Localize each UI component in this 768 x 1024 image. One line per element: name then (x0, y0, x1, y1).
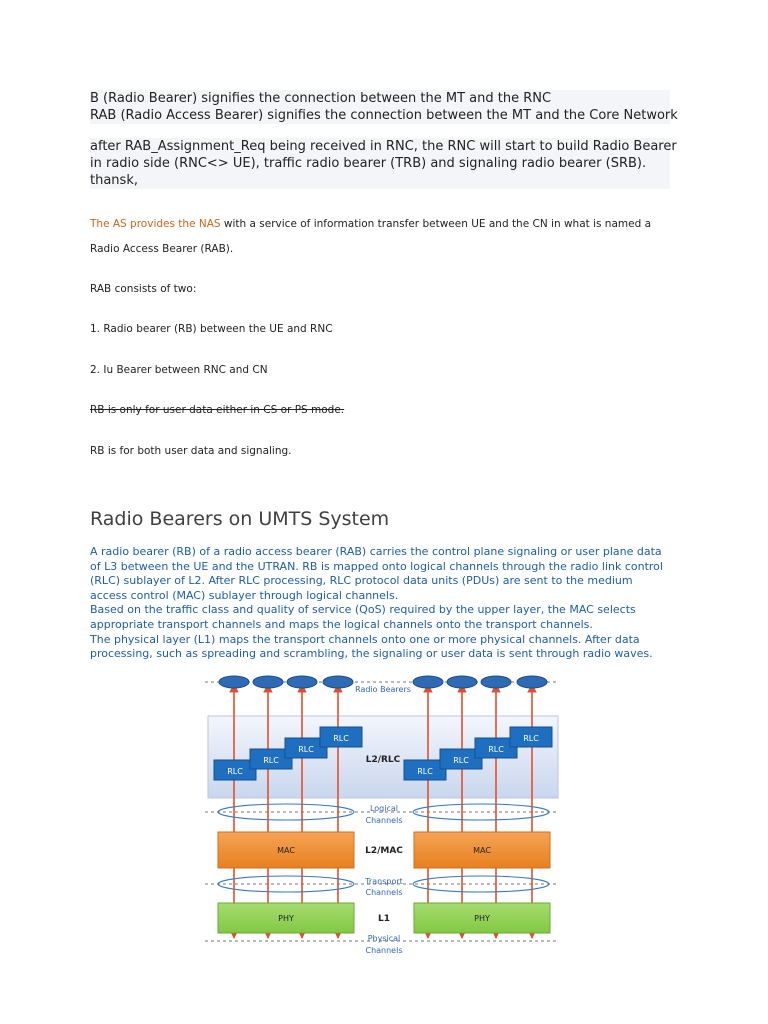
description-line: (RLC) sublayer of L2. After RLC processing, RLC protocol data units (PDUs) are sent to the medium (90, 574, 633, 588)
physical-channels-label: Channels (365, 946, 403, 955)
intro-line: RAB (Radio Access Bearer) signifies the connection between the MT and the Core Network (90, 108, 678, 123)
description-line: appropriate transport channels and maps the logical channels onto the transport channels. (90, 617, 593, 631)
struck-text: RB is only for user data either in CS or PS mode. (90, 404, 345, 416)
logical-channels-label: Channels (365, 816, 403, 825)
phy-box-label: PHY (278, 914, 294, 923)
intro-line: after RAB_Assignment_Req being received in RNC, the RNC will start to build Radio Bearer (90, 139, 677, 154)
intro-line: thansk, (90, 173, 138, 188)
section-title: Radio Bearers on UMTS System (90, 508, 390, 530)
intro-line: B (Radio Bearer) signifies the connection between the MT and the RNC (90, 91, 552, 106)
description-line: access control (MAC) sublayer through logical channels. (90, 588, 399, 602)
logical-label: Logical (369, 804, 399, 813)
radio-bearers-label: Radio Bearers (355, 685, 411, 694)
rlc-box-label: RLC (263, 756, 279, 765)
rlc-box-label: RLC (417, 767, 433, 776)
mac-box-label: MAC (473, 846, 491, 855)
l1-label: L1 (378, 914, 390, 924)
radio-bearer-ellipse (481, 676, 511, 688)
physical-label: Physical (367, 934, 401, 943)
intro-line: in radio side (RNC<> UE), traffic radio bearer (TRB) and signaling radio bearer (SRB). (90, 156, 647, 171)
radio-bearer-ellipse (447, 676, 477, 688)
radio-bearer-ellipse (253, 676, 283, 688)
rlc-box-label: RLC (488, 745, 504, 754)
as-paragraph-line2: Radio Access Bearer (RAB). (90, 243, 234, 255)
radio-bearer-ellipse (219, 676, 249, 688)
description-line: A radio bearer (RB) of a radio access bearer (RAB) carries the control plane signaling or user plane data (90, 545, 662, 558)
rlc-box-label: RLC (298, 745, 314, 754)
description-line: processing, such as spreading and scrambling, the signaling or user data is sent through radio waves. (90, 647, 653, 661)
l2-rlc-label: L2/RLC (365, 755, 401, 765)
radio-bearer-ellipse (287, 676, 317, 688)
list-item-2: 2. Iu Bearer between RNC and CN (90, 364, 268, 376)
rlc-box-label: RLC (523, 734, 539, 743)
radio-bearer-ellipse (323, 676, 353, 688)
rlc-box-label: RLC (333, 734, 349, 743)
rlc-box-label: RLC (227, 767, 243, 776)
description-line: The physical layer (L1) maps the transport channels onto one or more physical channels. After data (90, 632, 640, 646)
description-line: of L3 between the UE and the UTRAN. RB is mapped onto logical channels through the radio link control (90, 559, 663, 573)
rb-both-text: RB is for both user data and signaling. (90, 445, 292, 457)
radio-bearer-ellipse (413, 676, 443, 688)
as-paragraph-text: with a service of information transfer between UE and the CN in what is named a (220, 218, 652, 230)
transport-channels-label: Channels (365, 888, 403, 897)
mac-box-label: MAC (277, 846, 295, 855)
transport-label: Transport (365, 877, 403, 886)
phy-box-label: PHY (474, 914, 490, 923)
rlc-box-label: RLC (453, 756, 469, 765)
l2-mac-label: L2/MAC (365, 846, 403, 856)
radio-bearer-ellipse (517, 676, 547, 688)
list-item-1: 1. Radio bearer (RB) between the UE and RNC (90, 323, 333, 335)
rab-consists-text: RAB consists of two: (90, 283, 197, 295)
as-provides-nas-link[interactable]: The AS provides the NAS (90, 218, 221, 230)
description-line: Based on the traffic class and quality of service (QoS) required by the upper layer, the MAC selects (90, 603, 636, 617)
